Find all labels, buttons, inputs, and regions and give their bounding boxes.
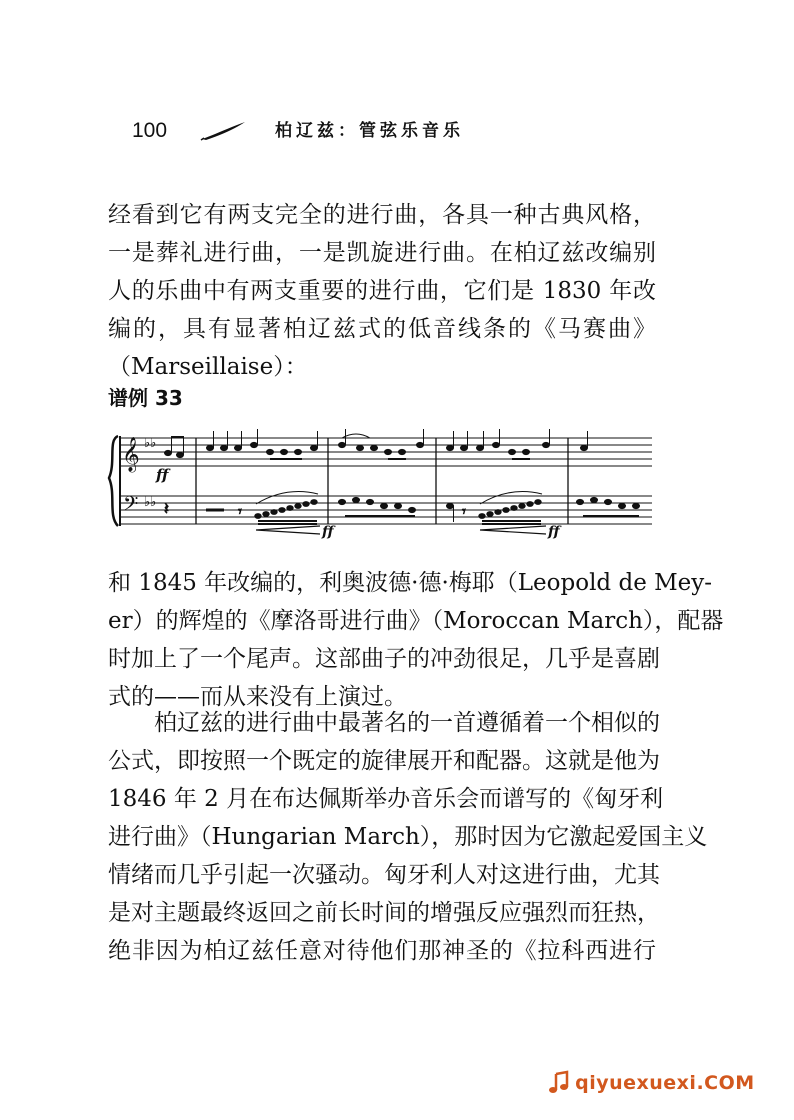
svg-text:𝄽: 𝄽	[164, 499, 169, 518]
text-line: （Marseillaise）：	[108, 354, 308, 380]
music-score	[106, 426, 654, 538]
example-label: 谱例 33	[108, 386, 183, 410]
bass-dynamic-1: ff	[322, 524, 334, 540]
text-line: 进行曲》（Hungarian March），那时因为它激起爱国主义	[108, 824, 708, 850]
grand-staff-brace	[109, 436, 118, 526]
text-line: 1846 年 2 月在布达佩斯举办音乐会而谱写的《匈牙利	[108, 786, 664, 812]
text-line: 经看到它有两支完全的进行曲，各具一种古典风格，	[108, 202, 656, 228]
paragraph-3	[108, 704, 708, 970]
text-line: 绝非因为柏辽兹任意对待他们那神圣的《拉科西进行	[108, 938, 656, 964]
running-title: 柏辽兹：管弦乐音乐	[275, 121, 464, 141]
text-line: 柏辽兹的进行曲中最著名的一首遵循着一个相似的	[154, 710, 660, 736]
text-line: 人的乐曲中有两支重要的进行曲，它们是 1830 年改	[108, 278, 656, 304]
text-line: 式的——而从来没有上演过。	[108, 684, 407, 710]
text-line: 一是葬礼进行曲，一是凯旋进行曲。在柏辽兹改编别	[108, 240, 656, 266]
text-line: 情绪而几乎引起一次骚动。匈牙利人对这进行曲，尤其	[108, 862, 660, 888]
paragraph-2	[108, 564, 724, 716]
svg-text:𝄾: 𝄾	[462, 504, 466, 520]
treble-key-signature: ♭♭	[144, 436, 157, 451]
paragraph-1	[108, 196, 656, 386]
treble-notes	[165, 429, 588, 459]
quill-ornament-icon	[200, 121, 246, 141]
watermark-text: qiyuexuexi.COM	[575, 1072, 755, 1094]
bass-key-signature: ♭♭	[144, 495, 157, 510]
bass-dynamic-2: ff	[548, 524, 560, 540]
treble-dynamic: ff	[156, 466, 169, 484]
text-line: 公式，即按照一个既定的旋律展开和配器。这就是他为	[108, 748, 660, 774]
site-watermark	[548, 1071, 755, 1101]
page-number: 100	[132, 119, 168, 142]
text-line: 和 1845 年改编的，利奥波德·德·梅耶（Leopold de Mey-	[108, 570, 713, 596]
bass-staff	[120, 496, 652, 524]
music-note-icon	[548, 1071, 570, 1095]
text-line: 编的，具有显著柏辽兹式的低音线条的《马赛曲》	[108, 316, 656, 342]
crescendo-hairpins	[256, 526, 546, 534]
svg-text:𝄾: 𝄾	[238, 504, 242, 520]
text-line: 是对主题最终返回之前长时间的增强反应强烈而狂热，	[108, 900, 660, 926]
text-line: er）的辉煌的《摩洛哥进行曲》（Moroccan March），配器	[108, 608, 724, 634]
bass-clef-icon: 𝄢	[123, 492, 139, 520]
treble-clef-icon: 𝄞	[122, 437, 140, 472]
text-line: 时加上了一个尾声。这部曲子的冲劲很足，几乎是喜剧	[108, 646, 660, 672]
